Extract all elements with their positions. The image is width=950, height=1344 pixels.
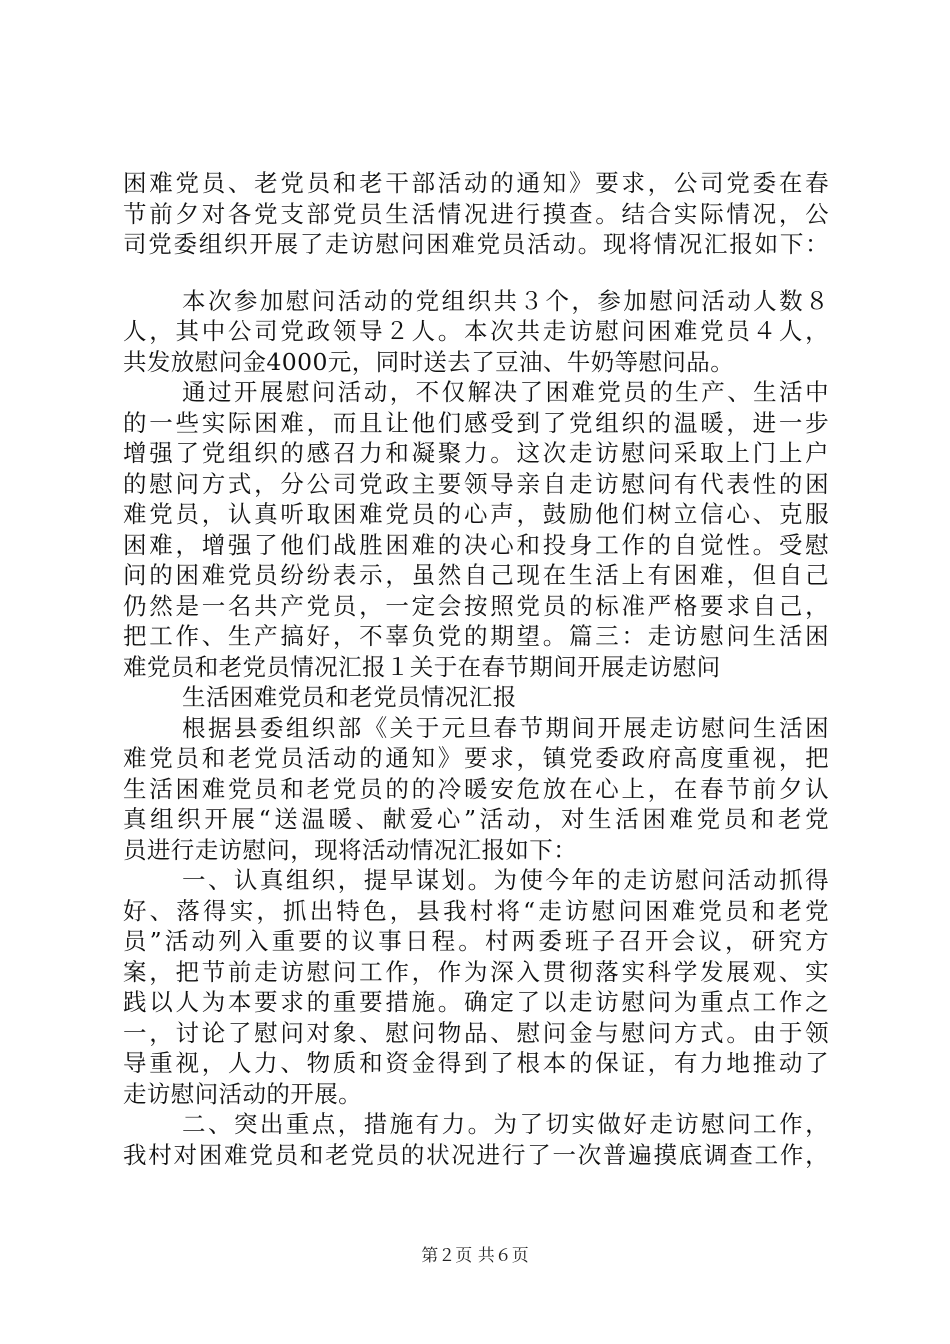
text-line: 真组织开展“送温暖、献爱心”活动，对生活困难党员和老党 [123, 805, 829, 833]
text-line: 导重视，人力、物质和资金得到了根本的保证，有力地推动了 [123, 1049, 829, 1077]
text-line: 通过开展慰问活动，不仅解决了困难党员的生产、生活中 [182, 378, 829, 406]
text-line: 二、突出重点，措施有力。为了切实做好走访慰问工作， [182, 1110, 829, 1138]
text-line: 增强了党组织的感召力和凝聚力。这次走访慰问采取上门上户 [123, 439, 829, 467]
text-line: 难党员和老党员情况汇报１关于在春节期间开展走访慰问 [123, 652, 721, 681]
text-line: 本次参加慰问活动的党组织共３个，参加慰问活动人数８ [182, 286, 829, 315]
section-heading: 生活困难党员和老党员情况汇报 [182, 683, 517, 711]
text-line: 仍然是一名共产党员，一定会按照党员的标准严格要求自己， [123, 591, 829, 620]
text-line: 一，讨论了慰问对象、慰问物品、慰问金与慰问方式。由于领 [123, 1018, 829, 1047]
document-body [123, 168, 829, 1170]
text-line: 员”活动列入重要的议事日程。村两委班子召开会议，研究方 [123, 927, 829, 955]
text-line: 案，把节前走访慰问工作，作为深入贯彻落实科学发展观、实 [123, 957, 829, 986]
text-line: 的慰问方式，分公司党政主要领导亲自走访慰问有代表性的困 [123, 469, 829, 498]
text-line: 人，其中公司党政领导２人。本次共走访慰问困难党员４人， [123, 317, 829, 345]
paragraph-gap [123, 260, 829, 286]
text-line: 节前夕对各党支部党员生活情况进行摸查。结合实际情况，公 [123, 199, 829, 228]
page-number-footer: 第２页 共６页 [421, 1246, 529, 1266]
text-line: 共发放慰问金4000元，同时送去了豆油、牛奶等慰问品。 [123, 347, 735, 376]
text-line: 好、落得实，抓出特色，县我村将“走访慰问困难党员和老党 [123, 896, 829, 925]
text-line: 问的困难党员纷纷表示，虽然自己现在生活上有困难，但自己 [123, 561, 829, 589]
text-line: 难党员，认真听取困难党员的心声，鼓励他们树立信心、克服 [123, 500, 829, 528]
text-line: 走访慰问活动的开展。 [123, 1079, 362, 1108]
text-line: 困难，增强了他们战胜困难的决心和投身工作的自觉性。受慰 [123, 530, 829, 559]
text-line: 难党员和老党员活动的通知》要求，镇党委政府高度重视，把 [123, 744, 829, 772]
text-line: 根据县委组织部《关于元旦春节期间开展走访慰问生活困 [182, 713, 829, 742]
text-line: 把工作、生产搞好，不辜负党的期望。篇三：走访慰问生活困 [123, 622, 829, 650]
text-line: 践以人为本要求的重要措施。确定了以走访慰问为重点工作之 [123, 988, 829, 1016]
text-line: 我村对困难党员和老党员的状况进行了一次普遍摸底调查工作， [123, 1140, 829, 1169]
text-line: 生活困难党员和老党员的的冷暖安危放在心上，在春节前夕认 [123, 774, 829, 803]
text-line: 的一些实际困难，而且让他们感受到了党组织的温暖，进一步 [123, 408, 829, 437]
text-line: 一、认真组织，提早谋划。为使今年的走访慰问活动抓得 [182, 866, 829, 894]
text-line: 员进行走访慰问，现将活动情况汇报如下： [123, 835, 578, 864]
text-line: 司党委组织开展了走访慰问困难党员活动。现将情况汇报如下： [123, 230, 829, 258]
text-line: 困难党员、老党员和老干部活动的通知》要求，公司党委在春 [123, 169, 829, 197]
